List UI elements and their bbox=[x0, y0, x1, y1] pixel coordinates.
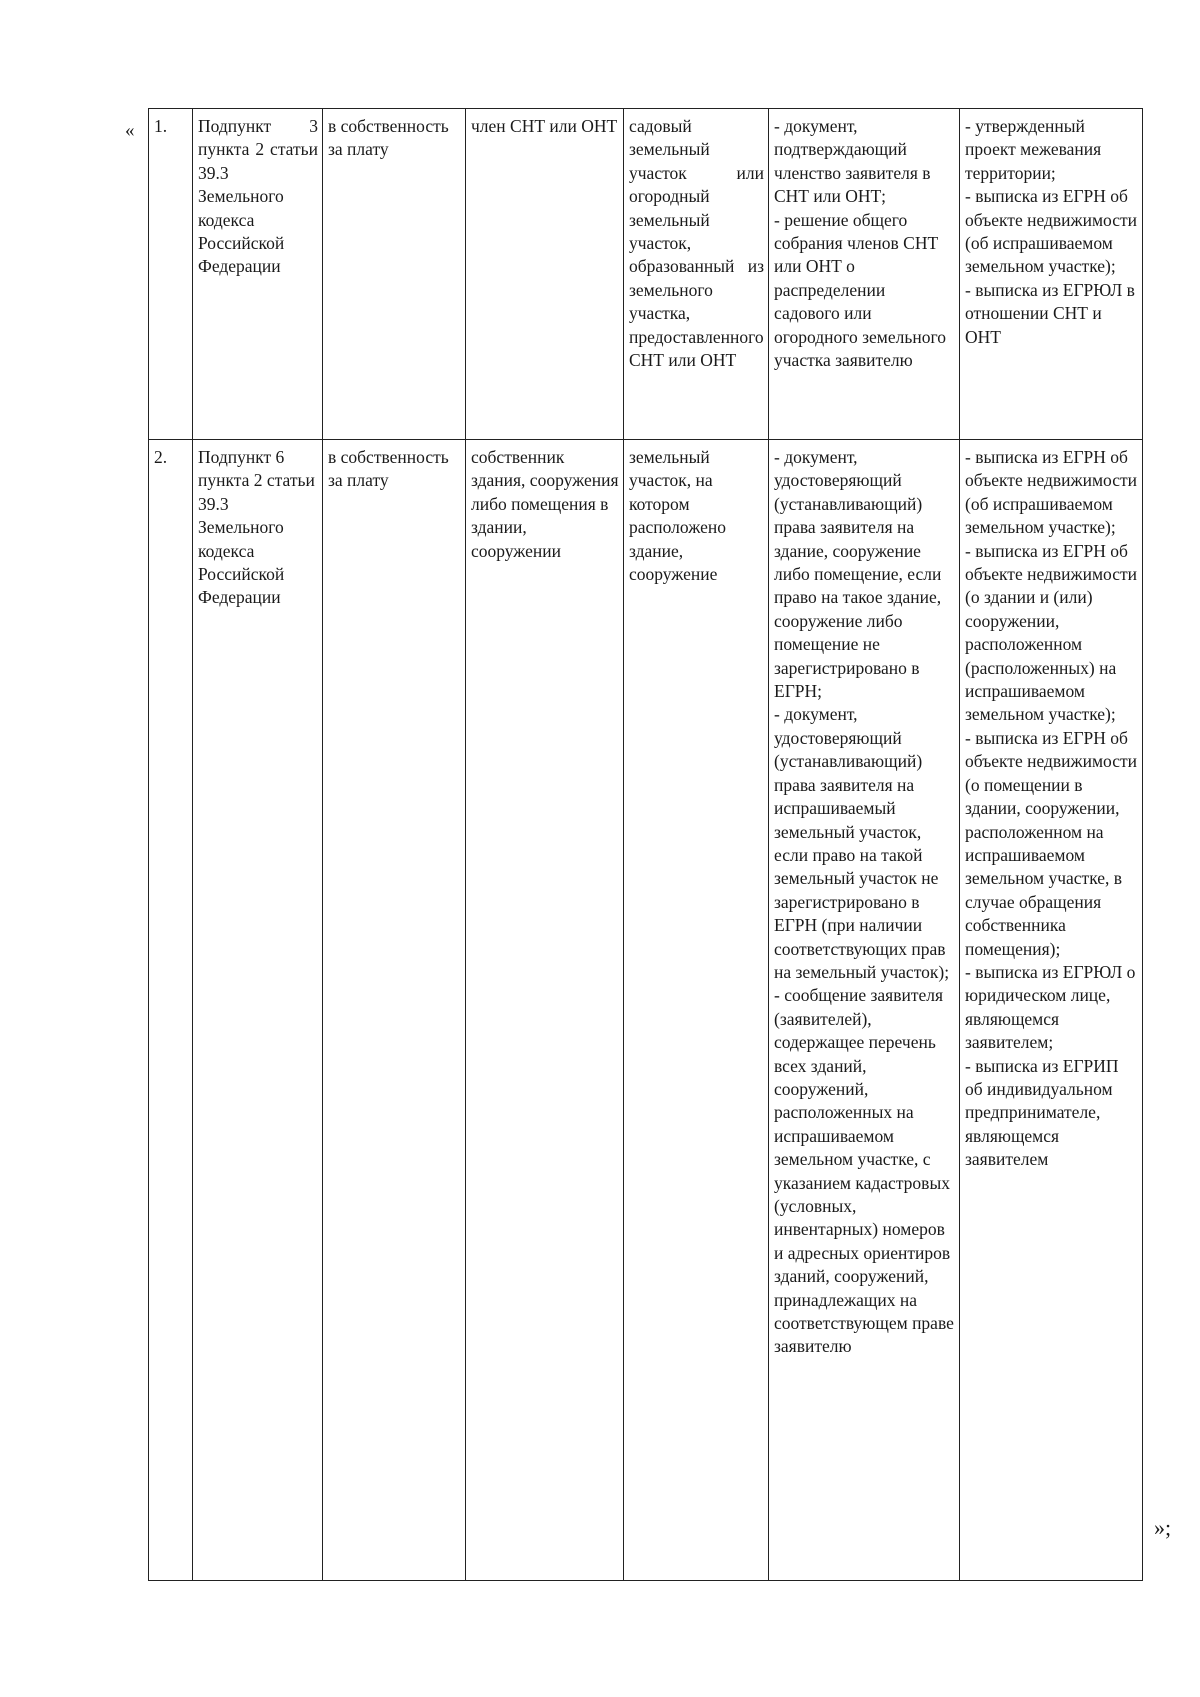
requested-document-item: - выписка из ЕГРЮЛ о юридическом лице, являющемся заявителем; bbox=[965, 961, 1136, 1053]
land-plot: земельный участок, на котором расположено здание, сооружение bbox=[624, 440, 769, 1581]
applicant-documents bbox=[769, 440, 960, 1581]
services-table bbox=[148, 108, 1143, 1581]
legal-basis: Подпункт 3 пункта 2 статьи 39.3 Земельного кодекса Российской Федерации bbox=[193, 109, 323, 440]
row-number: 1. bbox=[149, 109, 193, 440]
requested-document-item: - выписка из ЕГРН об объекте недвижимости (о помещении в здании, сооружении, расположенном на испрашиваемом земельном участке, в случае обращения собственника помещения); bbox=[965, 727, 1138, 959]
land-plot: садовый земельный участок или огородный земельный участок, образованный из земельного участка, предоставленного СНТ или ОНТ bbox=[624, 109, 769, 440]
applicant-document-item: - документ, удостоверяющий (устанавливающий) права заявителя на здание, сооружение либо помещение, если право на такое здание, сооружение либо помещение не зарегистрировано в ЕГРН; bbox=[774, 447, 942, 702]
applicant-document-item: - документ, удостоверяющий (устанавливающий) права заявителя на испрашиваемый земельный участок, если право на такой земельный участок не зарегистрировано в ЕГРН (при наличии соответствующих прав на земельный участок); bbox=[774, 704, 950, 982]
applicant-document-item: - сообщение заявителя (заявителей), содержащее перечень всех зданий, сооружений, расположенных на испрашиваемом земельном участке, с указанием кадастровых (условных, инвентарных) номеров и адресных ориентиров зданий, сооружений, принадлежащих на соответствующем праве заявителю bbox=[774, 985, 954, 1357]
requested-document-item: - выписка из ЕГРИП об индивидуальном предпринимателе, являющемся заявителем bbox=[965, 1055, 1119, 1170]
applicant: собственник здания, сооружения либо помещения в здании, сооружении bbox=[466, 440, 624, 1581]
right-type: в собственность за плату bbox=[323, 440, 466, 1581]
applicant: член СНТ или ОНТ bbox=[466, 109, 624, 440]
requested-documents bbox=[960, 440, 1143, 1581]
legal-basis: Подпункт 6 пункта 2 статьи 39.3 Земельного кодекса Российской Федерации bbox=[193, 440, 323, 1581]
requested-document-item: - выписка из ЕГРН об объекте недвижимости (об испрашиваемом земельном участке); bbox=[965, 186, 1138, 277]
right-type: в собственность за плату bbox=[323, 109, 466, 440]
applicant-document-item: - документ, подтверждающий членство заявителя в СНТ или ОНТ; bbox=[774, 116, 931, 207]
row-number: 2. bbox=[149, 440, 193, 1581]
requested-documents bbox=[960, 109, 1143, 440]
table-row bbox=[149, 109, 1143, 440]
closing-quote: »; bbox=[1154, 1515, 1172, 1540]
opening-quote: « bbox=[125, 120, 135, 141]
applicant-documents bbox=[769, 109, 960, 440]
requested-document-item: - утвержденный проект межевания территории; bbox=[965, 116, 1102, 183]
requested-document-item: - выписка из ЕГРН об объекте недвижимости (об испрашиваемом земельном участке); bbox=[965, 447, 1138, 538]
requested-document-item: - выписка из ЕГРЮЛ в отношении СНТ и ОНТ bbox=[965, 279, 1135, 347]
applicant-document-item: - решение общего собрания членов СНТ или ОНТ о распределении садового или огородного земельного участка заявителю bbox=[774, 209, 946, 371]
table-row bbox=[149, 440, 1143, 1581]
requested-document-item: - выписка из ЕГРН об объекте недвижимости (о здании и (или) сооружении, расположенном (расположенных) на испрашиваемом земельном участке); bbox=[965, 540, 1138, 725]
